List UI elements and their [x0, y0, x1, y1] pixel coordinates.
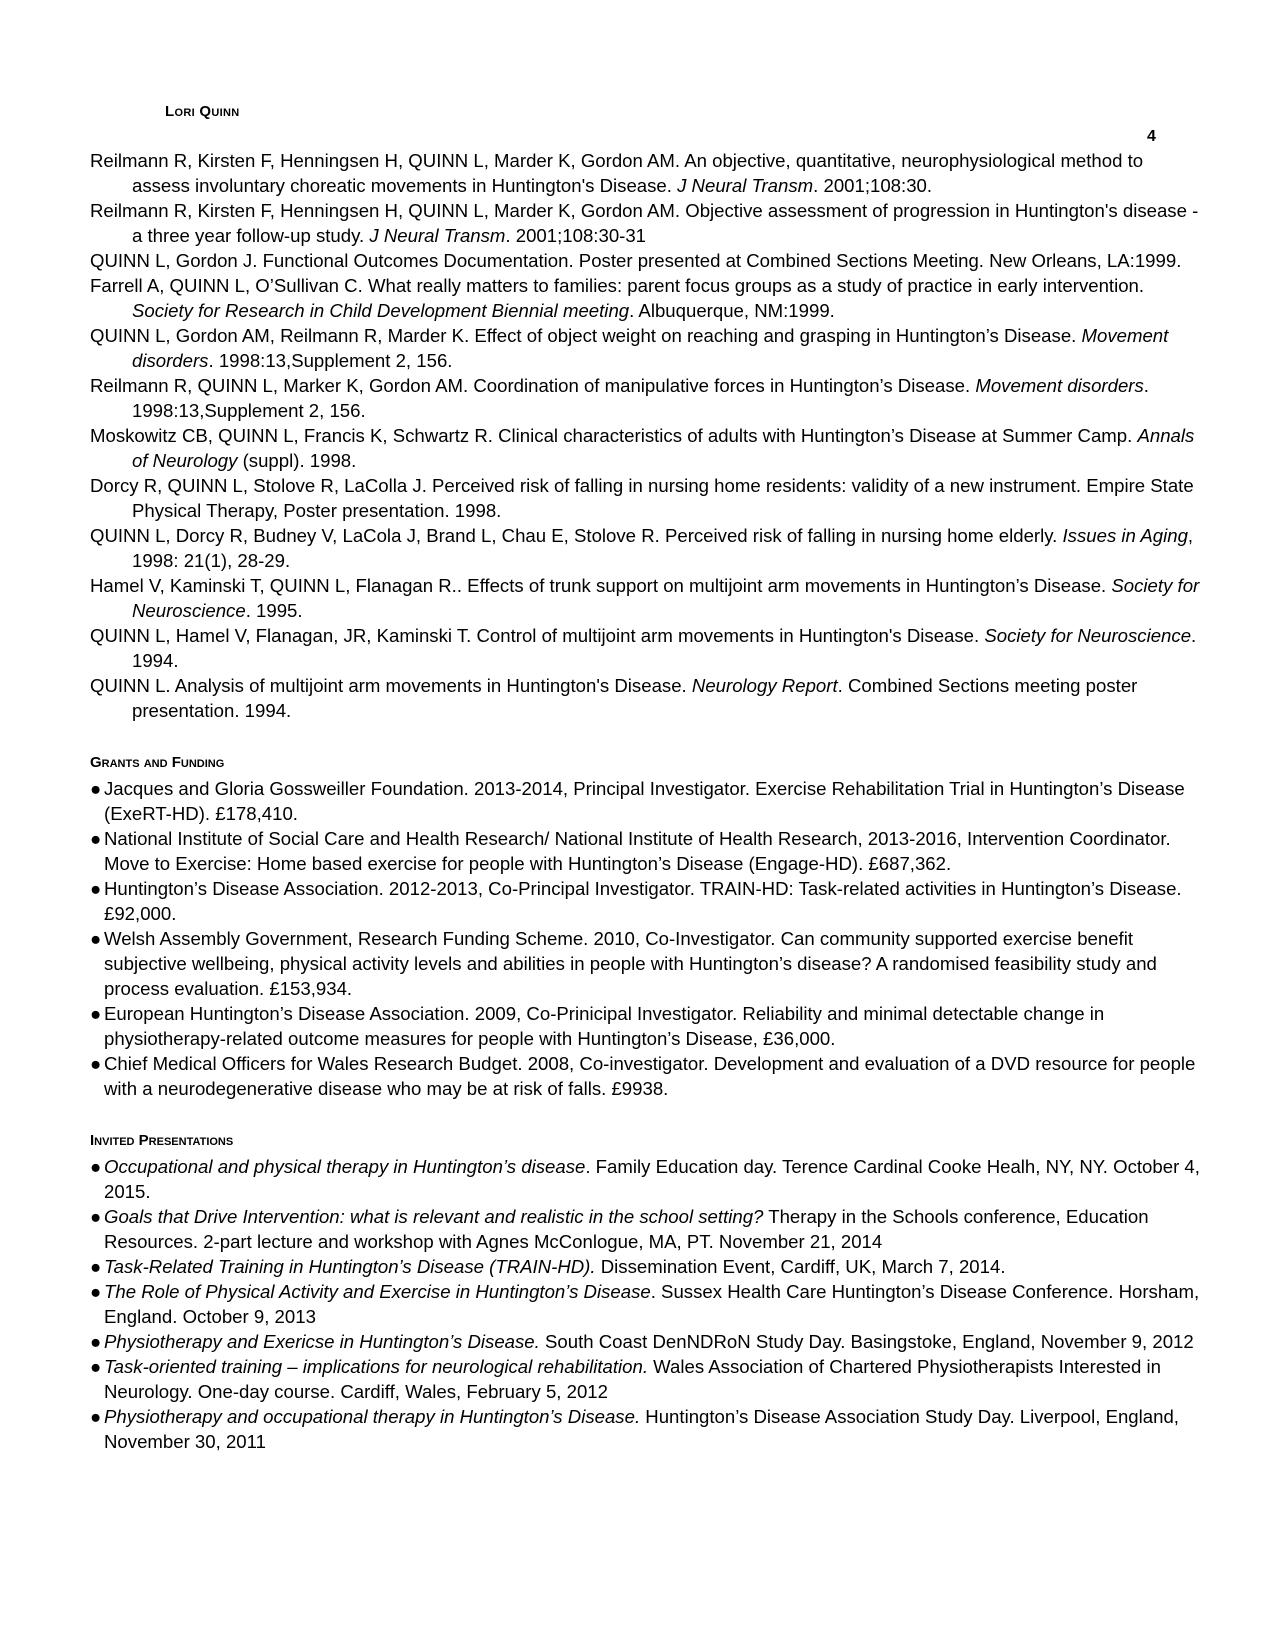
publication-details: . 1994.	[132, 625, 1197, 671]
cv-content	[90, 148, 1200, 1454]
bullet-icon: ●	[90, 1356, 102, 1377]
publication-entry	[90, 248, 1200, 273]
page-number: 4	[1147, 128, 1156, 145]
publication-venue: Society for Neuroscience	[132, 575, 1200, 621]
publication-venue: Society for Research in Child Development Biennial meeting	[132, 300, 630, 321]
publication-entry	[90, 623, 1200, 673]
publication-venue: Issues in Aging	[1062, 525, 1188, 546]
grant-text: Chief Medical Officers for Wales Research Budget. 2008, Co-investigator. Development and evaluation of a DVD resource for people with a neurodegenerative disease who may be at risk of falls. £9938.	[104, 1053, 1196, 1099]
publication-text: Reilmann R, QUINN L, Marker K, Gordon AM. Coordination of manipulative forces in Huntington’s Disease.	[90, 375, 976, 396]
publication-text: Farrell A, QUINN L, O’Sullivan C. What really matters to families: parent focus groups as a study of practice in early intervention.	[90, 275, 1145, 296]
presentation-title: Physiotherapy and occupational therapy in Huntington’s Disease.	[104, 1406, 641, 1427]
presentation-item	[90, 1154, 1200, 1204]
publication-entry	[90, 373, 1200, 423]
presentation-title: Occupational and physical therapy in Huntington’s disease	[104, 1156, 586, 1177]
publication-entry	[90, 523, 1200, 573]
bullet-icon: ●	[90, 1256, 102, 1277]
publication-entry	[90, 148, 1200, 198]
presentation-details: Dissemination Event, Cardiff, UK, March 7, 2014.	[595, 1256, 1006, 1277]
publication-text: QUINN L, Hamel V, Flanagan, JR, Kaminski T. Control of multijoint arm movements in Huntington's Disease.	[90, 625, 985, 646]
publication-details: . 1995.	[245, 600, 303, 621]
grant-text: Welsh Assembly Government, Research Funding Scheme. 2010, Co-Investigator. Can community supported exercise benefit subjective wellbeing, physical activity levels and abilities in people with Huntington’s disease? A randomised feasibility study and process evaluation. £153,934.	[104, 928, 1157, 999]
publication-entry	[90, 198, 1200, 248]
grant-text: European Huntington’s Disease Association. 2009, Co-Prinicipal Investigator. Reliability and minimal detectable change in physiotherapy-related outcome measures for people with Huntington’s Disease, £36,000.	[104, 1003, 1105, 1049]
publication-venue: Movement disorders	[975, 375, 1144, 396]
bullet-icon: ●	[90, 1156, 102, 1177]
bullet-icon: ●	[90, 1003, 102, 1024]
publication-text: Reilmann R, Kirsten F, Henningsen H, QUINN L, Marder K, Gordon AM. Objective assessment of progression in Huntington's disease - a three year follow-up study.	[90, 200, 1199, 246]
grant-item	[90, 1051, 1200, 1101]
presentation-title: Physiotherapy and Exericse in Huntington’s Disease.	[104, 1331, 540, 1352]
publication-entry	[90, 473, 1200, 523]
publication-details: . 2001;108:30-31	[505, 225, 647, 246]
publications-list	[90, 148, 1200, 723]
presentation-title: The Role of Physical Activity and Exercise in Huntington’s Disease	[104, 1281, 651, 1302]
presentation-title: Task-oriented training – implications for neurological rehabilitation.	[104, 1356, 648, 1377]
publication-entry	[90, 323, 1200, 373]
publication-text: QUINN L, Gordon AM, Reilmann R, Marder K. Effect of object weight on reaching and grasping in Huntington’s Disease.	[90, 325, 1082, 346]
presentations-list	[90, 1154, 1200, 1454]
presentation-details: Wales Association of Chartered Physiotherapists Interested in Neurology. One-day course. Cardiff, Wales, February 5, 2012	[104, 1356, 1161, 1402]
bullet-icon: ●	[90, 828, 102, 849]
bullet-icon: ●	[90, 1281, 102, 1302]
presentation-item	[90, 1254, 1200, 1279]
presentation-item	[90, 1204, 1200, 1254]
publication-text: QUINN L, Dorcy R, Budney V, LaCola J, Brand L, Chau E, Stolove R. Perceived risk of falling in nursing home elderly.	[90, 525, 1063, 546]
grant-item	[90, 876, 1200, 926]
bullet-icon: ●	[90, 1206, 102, 1227]
publication-venue: J Neural Transm	[369, 225, 506, 246]
publication-details: . Combined Sections meeting poster presentation. 1994.	[132, 675, 1138, 721]
presentation-details: South Coast DenNDRoN Study Day. Basingstoke, England, November 9, 2012	[539, 1331, 1194, 1352]
header-name: Lori Quinn	[165, 103, 240, 120]
grant-text: Jacques and Gloria Gossweiller Foundation. 2013-2014, Principal Investigator. Exercise Rehabilitation Trial in Huntington’s Disease (ExeRT-HD). £178,410.	[104, 778, 1185, 824]
grant-item	[90, 926, 1200, 1001]
bullet-icon: ●	[90, 1053, 102, 1074]
publication-venue: Society for Neuroscience	[984, 625, 1192, 646]
publication-text: QUINN L, Gordon J. Functional Outcomes Documentation. Poster presented at Combined Sections Meeting. New Orleans, LA:1999.	[90, 250, 1182, 271]
grant-item	[90, 776, 1200, 826]
bullet-icon: ●	[90, 1331, 102, 1352]
bullet-icon: ●	[90, 928, 102, 949]
grant-text: Huntington’s Disease Association. 2012-2013, Co-Principal Investigator. TRAIN-HD: Task-related activities in Huntington’s Disease. £92,000.	[104, 878, 1182, 924]
presentation-details: . Sussex Health Care Huntington’s Disease Conference. Horsham, England. October 9, 2013	[104, 1281, 1200, 1327]
presentation-item	[90, 1404, 1200, 1454]
presentation-item	[90, 1329, 1200, 1354]
bullet-icon: ●	[90, 778, 102, 799]
publication-entry	[90, 573, 1200, 623]
presentation-details: Huntington’s Disease Association Study Day. Liverpool, England, November 30, 2011	[104, 1406, 1179, 1452]
bullet-icon: ●	[90, 1406, 102, 1427]
publication-entry	[90, 673, 1200, 723]
publication-details: (suppl). 1998.	[237, 450, 357, 471]
publication-venue: J Neural Transm	[677, 175, 814, 196]
publication-details: . Albuquerque, NM:1999.	[629, 300, 835, 321]
publication-text: Reilmann R, Kirsten F, Henningsen H, QUINN L, Marder K, Gordon AM. An objective, quantitative, neurophysiological method to assess involuntary choreatic movements in Huntington's Disease.	[90, 150, 1144, 196]
presentation-item	[90, 1354, 1200, 1404]
publication-details: , 1998: 21(1), 28-29.	[132, 525, 1194, 571]
publication-text: Hamel V, Kaminski T, QUINN L, Flanagan R.. Effects of trunk support on multijoint arm movements in Huntington’s Disease.	[90, 575, 1112, 596]
presentation-title: Goals that Drive Intervention: what is relevant and realistic in the school setting?	[104, 1206, 764, 1227]
publication-details: . 2001;108:30.	[813, 175, 933, 196]
presentation-details: Therapy in the Schools conference, Education Resources. 2-part lecture and workshop with Agnes McConlogue, MA, PT. November 21, 2014	[104, 1206, 1149, 1252]
presentation-title: Task-Related Training in Huntington’s Disease (TRAIN-HD).	[104, 1256, 596, 1277]
publication-text: Moskowitz CB, QUINN L, Francis K, Schwartz R. Clinical characteristics of adults with Huntington’s Disease at Summer Camp.	[90, 425, 1138, 446]
presentations-section-title: Invited Presentations	[90, 1132, 234, 1149]
publication-venue: Annals of Neurology	[132, 425, 1195, 471]
publication-venue: Movement disorders	[132, 325, 1169, 371]
publication-venue: Neurology Report	[691, 675, 838, 696]
publication-details: . 1998:13,Supplement 2, 156.	[132, 375, 1149, 421]
publication-entry	[90, 273, 1200, 323]
grants-list	[90, 776, 1200, 1101]
publication-details: . 1998:13,Supplement 2, 156.	[208, 350, 453, 371]
grant-text: National Institute of Social Care and Health Research/ National Institute of Health Research, 2013-2016, Intervention Coordinator. Move to Exercise: Home based exercise for people with Huntington’s Disease (Engage-HD). £687,362.	[104, 828, 1171, 874]
grant-item	[90, 826, 1200, 876]
publication-text: Dorcy R, QUINN L, Stolove R, LaColla J. Perceived risk of falling in nursing home residents: validity of a new instrument. Empire State Physical Therapy, Poster presentation. 1998.	[90, 475, 1194, 521]
grant-item	[90, 1001, 1200, 1051]
presentation-details: . Family Education day. Terence Cardinal Cooke Healh, NY, NY. October 4, 2015.	[104, 1156, 1200, 1202]
publication-text: QUINN L. Analysis of multijoint arm movements in Huntington's Disease.	[90, 675, 692, 696]
bullet-icon: ●	[90, 878, 102, 899]
presentation-item	[90, 1279, 1200, 1329]
grants-section-title: Grants and Funding	[90, 754, 225, 771]
publication-entry	[90, 423, 1200, 473]
